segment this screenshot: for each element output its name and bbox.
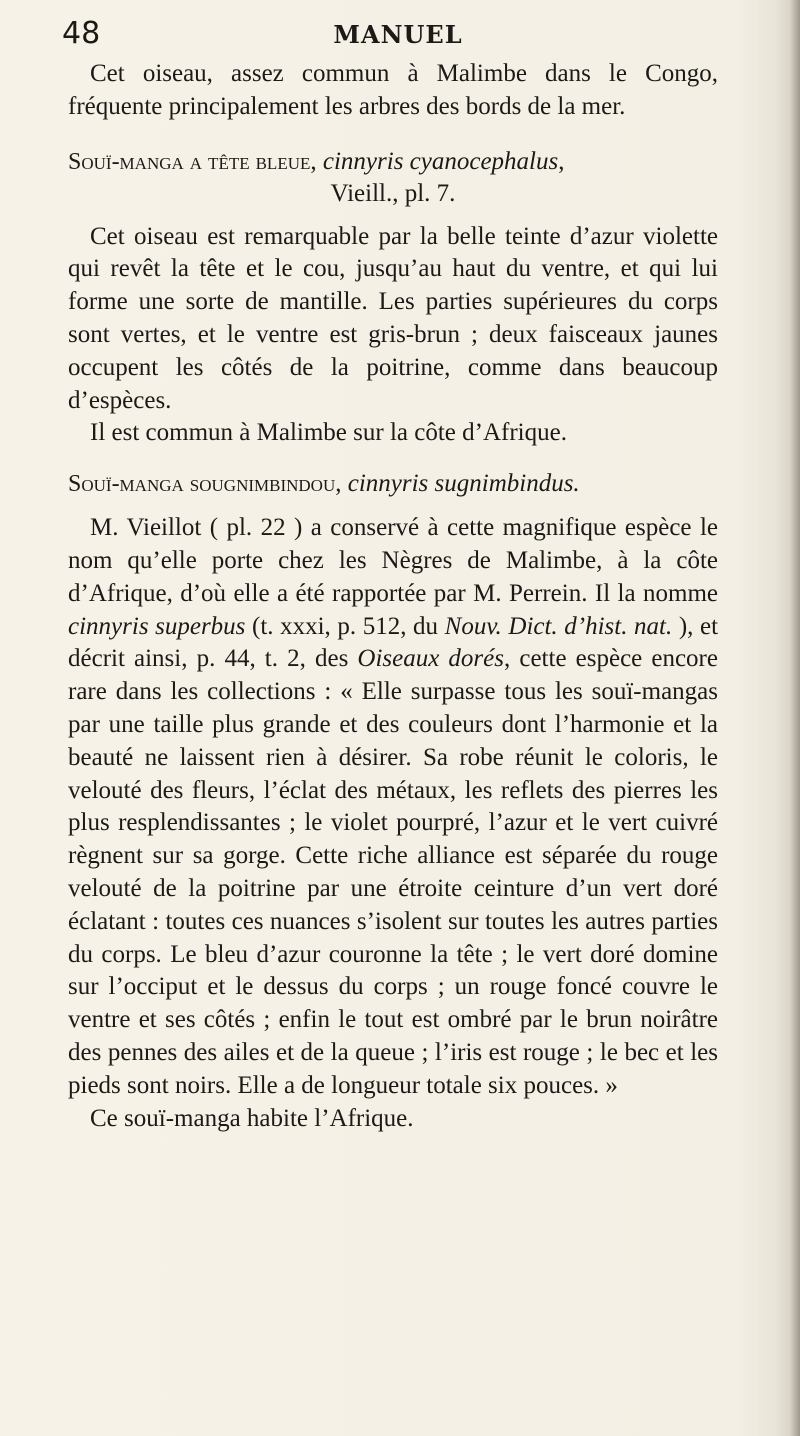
paragraph-habitat-malimbe: Il est commun à Malimbe sur la côte d’Afrique. (90, 419, 567, 447)
latin-term: cinnyris superbus (68, 612, 246, 640)
species-heading-sugnimbindus: Souï-manga sougnimbindou, cinnyris sugnimbindus. (68, 470, 580, 498)
page-edge (790, 0, 800, 1436)
text-segment: (t. xxxi, p. 512, du (252, 612, 439, 640)
species-latin-name: cinnyris cyanocephalus (322, 147, 559, 175)
page-header (62, 16, 734, 56)
page-number: 48 (62, 16, 101, 51)
page-body (68, 58, 718, 1135)
species-latin-name-2: cinnyris sugnimbindus. (347, 470, 580, 498)
paragraph-habitat-afrique: Ce souï-manga habite l’Afrique. (90, 1104, 414, 1132)
text-segment: ), et décrit ainsi, p. 44, t. 2, des (68, 612, 719, 673)
running-title: MANUEL (333, 20, 463, 49)
paragraph-vieillot-quote (68, 512, 718, 1102)
species-reference: Vieill., pl. 7. (330, 179, 456, 207)
work-title: Nouv. Dict. d’hist. nat. (444, 612, 673, 640)
paragraph-malimbe-congo: Cet oiseau, assez commun à Malimbe dans le Congo, fréquente principalement les arbres des bords de la mer. (68, 60, 718, 120)
paragraph-description-azur: Cet oiseau est remarquable par la belle teinte d’azur violette qui revêt la tête et le cou, jusqu’au haut du ventre, et qui lui forme une sorte de mantille. Les parties supérieures du corps sont vertes, et le ventre est gris-brun ; deux faisceaux jaunes occupent les côtés de la poitrine, comme dans beaucoup d’espèces. (68, 222, 718, 414)
species-common-name-2: Souï-manga sougnimbindou (68, 471, 336, 498)
species-heading-cyanocephalus: Souï-manga a tête bleue, cinnyris cyanocephalus, (68, 147, 565, 175)
work-title-2: Oiseaux dorés (357, 645, 504, 673)
text-segment: , cette espèce encore rare dans les collections : « Elle surpasse tous les souï-mangas par une taille plus grande et des couleurs dont l’harmonie et la beauté ne laissent rien à désirer. Sa robe réunit le coloris, le velouté des fleurs, l’éclat des métaux, les reflets des pierres les plus resplendissantes ; le violet pourpré, l’azur et le vert cuivré règnent sur sa gorge. Cette riche alliance est séparée du rouge velouté de la poitrine par une étroite ceinture d’un vert doré éclatant : toutes ces nuances s’isolent sur toutes les autres parties du corps. Le bleu d’azur couronne la tête ; le vert doré domine sur l’occiput et le dessus du corps ; un rouge foncé couvre le ventre et ses côtés ; enfin le tout est ombré par le brun noirâtre des pennes des ailes et de la queue ; l’iris est rouge ; le bec et les pieds sont noirs. Elle a de longueur totale six pouces. » (68, 645, 718, 1099)
text-segment: M. Vieillot ( pl. 22 ) a conservé à cette magnifique espèce le nom qu’elle porte chez les Nègres de Malimbe, à la côte d’Afrique, d’où elle a été rapportée par M. Perrein. Il la nomme (68, 514, 718, 607)
species-common-name: Souï-manga a tête bleue (68, 148, 311, 175)
